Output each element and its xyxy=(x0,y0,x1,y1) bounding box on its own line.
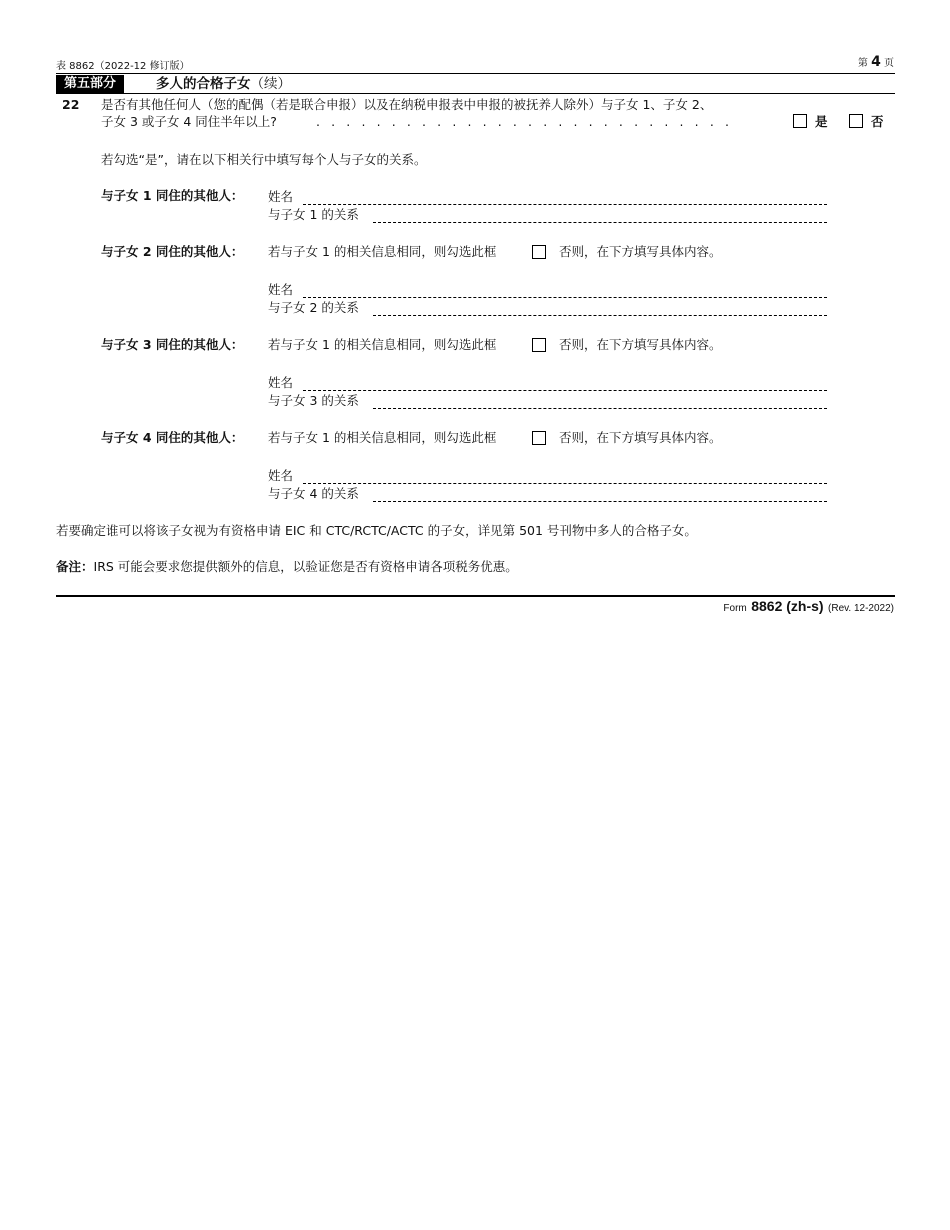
note-text: IRS 可能会要求您提供额外的信息，以验证您是否有资格申请各项税务优惠。 xyxy=(93,559,518,574)
child-2-same-checkbox[interactable] xyxy=(532,245,546,259)
question-line-1: 是否有其他任何人（您的配偶（若是联合申报）以及在纳税申报表中申报的被抚养人除外）与子女 1、子女 2、 xyxy=(101,97,713,112)
child-2-name-label: 姓名 xyxy=(268,282,294,297)
child-4-relation-label: 与子女 4 的关系 xyxy=(268,486,359,501)
child-4-else-text: 否则，在下方填写具体内容。 xyxy=(559,430,722,445)
child-3-else-text: 否则，在下方填写具体内容。 xyxy=(559,337,722,352)
child-3-label: 与子女 3 同住的其他人： xyxy=(101,337,244,352)
child-3-same-text: 若与子女 1 的相关信息相同，则勾选此框 xyxy=(268,337,497,352)
child-2-relation-field[interactable] xyxy=(373,315,827,316)
question-line-2: 子女 3 或子女 4 同住半年以上? xyxy=(101,114,277,129)
child-4-label: 与子女 4 同住的其他人： xyxy=(101,430,244,445)
question-number: 22 xyxy=(62,97,80,112)
child-3-relation-field[interactable] xyxy=(373,408,827,409)
child-3-name-label: 姓名 xyxy=(268,375,294,390)
header-rule xyxy=(56,73,895,74)
child-1-name-field[interactable] xyxy=(303,204,827,205)
no-label: 否 xyxy=(871,114,884,129)
info-line: 若要确定谁可以将该子女视为有资格申请 EIC 和 CTC/RCTC/ACTC 的子女，详见第 501 号刊物中多人的合格子女。 xyxy=(56,523,697,538)
child-2-label: 与子女 2 同住的其他人： xyxy=(101,244,244,259)
child-1-name-label: 姓名 xyxy=(268,189,294,204)
child-4-same-text: 若与子女 1 的相关信息相同，则勾选此框 xyxy=(268,430,497,445)
child-2-else-text: 否则，在下方填写具体内容。 xyxy=(559,244,722,259)
part-label: 第五部分 xyxy=(56,75,124,93)
child-2-name-field[interactable] xyxy=(303,297,827,298)
footer-rule xyxy=(56,595,895,597)
page-number: 第 4 页 xyxy=(857,54,894,70)
child-1-relation-field[interactable] xyxy=(373,222,827,223)
note-label: 备注： xyxy=(56,559,94,574)
form-reference: 表 8862（2022-12 修订版） xyxy=(56,61,190,72)
part-title: 多人的合格子女（续） xyxy=(156,76,291,92)
child-3-relation-label: 与子女 3 的关系 xyxy=(268,393,359,408)
child-1-label: 与子女 1 同住的其他人： xyxy=(101,188,244,203)
instruction-text: 若勾选“是”，请在以下相关行中填写每个人与子女的关系。 xyxy=(101,152,427,167)
child-1-relation-label: 与子女 1 的关系 xyxy=(268,207,359,222)
child-4-name-label: 姓名 xyxy=(268,468,294,483)
yes-label: 是 xyxy=(815,114,828,129)
child-4-name-field[interactable] xyxy=(303,483,827,484)
yes-checkbox[interactable] xyxy=(793,114,807,128)
form-footer: Form 8862 (zh-s) (Rev. 12-2022) xyxy=(723,598,894,614)
child-4-same-checkbox[interactable] xyxy=(532,431,546,445)
child-3-same-checkbox[interactable] xyxy=(532,338,546,352)
part-rule xyxy=(56,93,895,94)
note xyxy=(56,558,518,576)
child-2-relation-label: 与子女 2 的关系 xyxy=(268,300,359,315)
no-checkbox[interactable] xyxy=(849,114,863,128)
child-3-name-field[interactable] xyxy=(303,390,827,391)
child-2-same-text: 若与子女 1 的相关信息相同，则勾选此框 xyxy=(268,244,497,259)
child-4-relation-field[interactable] xyxy=(373,501,827,502)
leader-dots: . . . . . . . . . . . . . . . . . . . . . . . . . . . . xyxy=(316,114,733,129)
